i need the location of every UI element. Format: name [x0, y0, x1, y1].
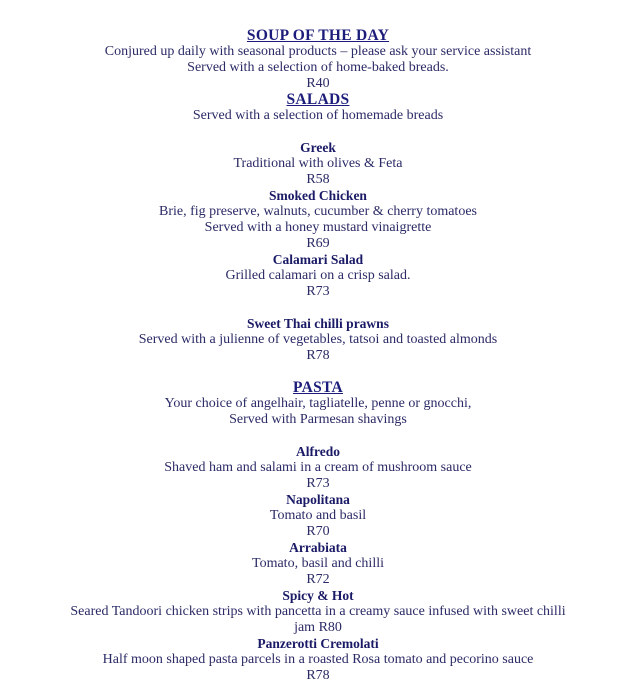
menu-item-description: Tomato and basil	[269, 508, 367, 523]
menu-item-description: Served with a julienne of vegetables, tatsoi and toasted almonds	[138, 332, 498, 347]
menu-item-description: jam R80	[294, 620, 342, 635]
spacer	[0, 428, 636, 444]
menu-item-price: R78	[306, 348, 330, 363]
menu-item-price: R70	[306, 524, 330, 539]
menu-item-name: Greek	[300, 140, 336, 155]
menu-item-price: R58	[306, 172, 330, 187]
spacer	[0, 300, 636, 316]
menu-item-description: Served with Parmesan shavings	[229, 412, 407, 427]
menu-item-description: Served with a selection of homemade breads	[192, 108, 444, 123]
section-heading: SOUP OF THE DAY	[246, 27, 390, 44]
menu-item-price: R72	[306, 572, 330, 587]
menu-item-description: Conjured up daily with seasonal products – please ask your service assistant	[104, 44, 532, 59]
menu-item-description: Served with a honey mustard vinaigrette	[204, 220, 432, 235]
spacer	[0, 124, 636, 140]
menu-item-price: R69	[306, 236, 330, 251]
menu-item-description: Grilled calamari on a crisp salad.	[225, 268, 411, 283]
menu-item-description: Half moon shaped pasta parcels in a roasted Rosa tomato and pecorino sauce	[102, 652, 534, 667]
menu-item-name: Smoked Chicken	[269, 188, 367, 203]
spacer	[0, 364, 636, 380]
menu-item-name: Panzerotti Cremolati	[257, 636, 379, 651]
menu-item-description: Tomato, basil and chilli	[252, 556, 384, 571]
menu-item-name: Alfredo	[296, 444, 340, 459]
menu-item-price: R78	[306, 668, 330, 683]
menu-item-price: R40	[306, 76, 330, 91]
menu-item-description: Shaved ham and salami in a cream of mushroom sauce	[164, 460, 472, 475]
menu-item-description: Seared Tandoori chicken strips with pancetta in a creamy sauce infused with sweet chilli	[70, 604, 566, 619]
menu-item-description: Traditional with olives & Feta	[233, 156, 403, 171]
menu-item-price: R73	[306, 476, 330, 491]
menu-item-description: Your choice of angelhair, tagliatelle, penne or gnocchi,	[164, 396, 472, 411]
menu-item-name: Spicy & Hot	[282, 588, 354, 603]
menu-item-price: R73	[306, 284, 330, 299]
section-heading: SALADS	[286, 91, 350, 108]
menu-item-name: Sweet Thai chilli prawns	[247, 316, 389, 331]
menu-item-name: Napolitana	[286, 492, 350, 507]
menu-item-name: Arrabiata	[289, 540, 347, 555]
menu-document	[0, 28, 636, 684]
menu-item-description: Brie, fig preserve, walnuts, cucumber & cherry tomatoes	[158, 204, 477, 219]
menu-item-name: Calamari Salad	[272, 252, 364, 267]
section-heading: PASTA	[292, 379, 343, 396]
menu-item-description: Served with a selection of home-baked breads.	[187, 60, 449, 75]
